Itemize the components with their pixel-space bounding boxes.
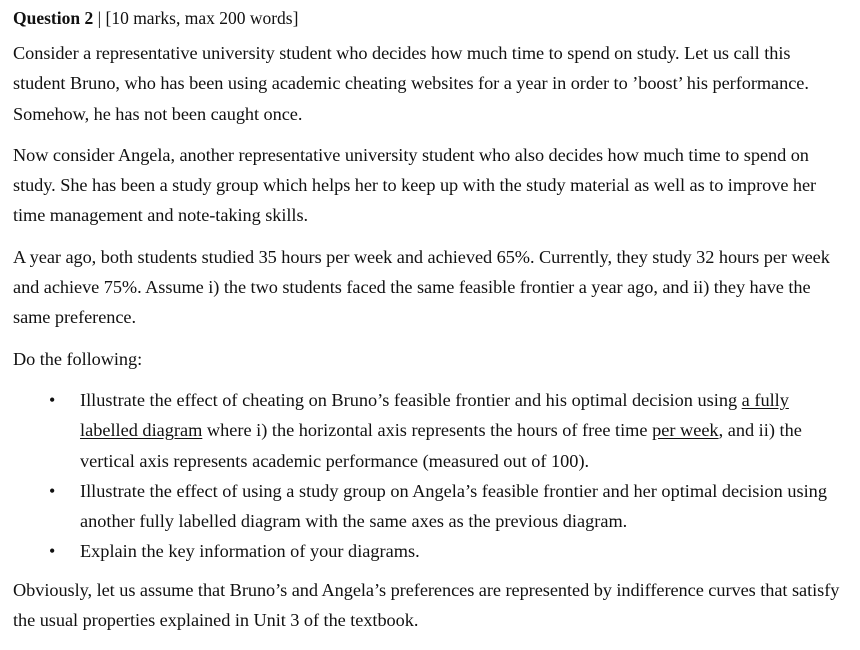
- bullet-icon: •: [49, 480, 56, 501]
- underlined-text: a fully labelled diagram: [80, 389, 789, 441]
- task-text: Explain the key information of your diagrams.: [80, 541, 420, 562]
- question-heading: [13, 6, 843, 30]
- bullet-icon: •: [49, 541, 56, 562]
- task-text: Illustrate the effect of using a study group on Angela’s feasible frontier and her optimal decision using another fully labelled diagram with the same axes as the previous diagram.: [80, 480, 827, 532]
- underlined-text: per week: [652, 420, 719, 441]
- task-text: Illustrate the effect of cheating on Bruno’s feasible frontier and his optimal decision using: [80, 389, 742, 410]
- task-item-bruno-diagram: [13, 385, 843, 476]
- paragraph-instructions: Do the following:: [13, 348, 143, 369]
- task-text: , and ii) the vertical axis represents academic performance (measured out of 100).: [80, 420, 802, 471]
- paragraph-bruno: Consider a representative university student who decides how much time to spend on study. Let us call this student Bruno, who has been using academic cheating websites for a year in order to ’boost’ his performance. Somehow, he has not been caught once.: [13, 43, 809, 124]
- paragraph-angela: Now consider Angela, another representative university student who also decides how much time to spend on study. She has been a study group which helps her to keep up with the study material as well as to improve her time management and note-taking skills.: [13, 144, 817, 226]
- bullet-icon: •: [49, 389, 56, 410]
- question-number: Question 2: [13, 8, 94, 28]
- task-text: where i) the horizontal axis represents the hours of free time: [202, 420, 653, 441]
- question-marks: | [10 marks, max 200 words]: [97, 8, 299, 28]
- task-list: [13, 385, 843, 567]
- paragraph-closing: Obviously, let us assume that Bruno’s and Angela’s preferences are represented by indifference curves that satisfy the usual properties explained in Unit 3 of the textbook.: [13, 579, 840, 631]
- task-item-explain: [13, 536, 843, 566]
- paragraph-assumptions: A year ago, both students studied 35 hours per week and achieved 65%. Currently, they study 32 hours per week and achieve 75%. Assume i) the two students faced the same feasible frontier a year ago, and ii) they have the same preference.: [13, 246, 830, 328]
- task-item-angela-diagram: [13, 476, 843, 537]
